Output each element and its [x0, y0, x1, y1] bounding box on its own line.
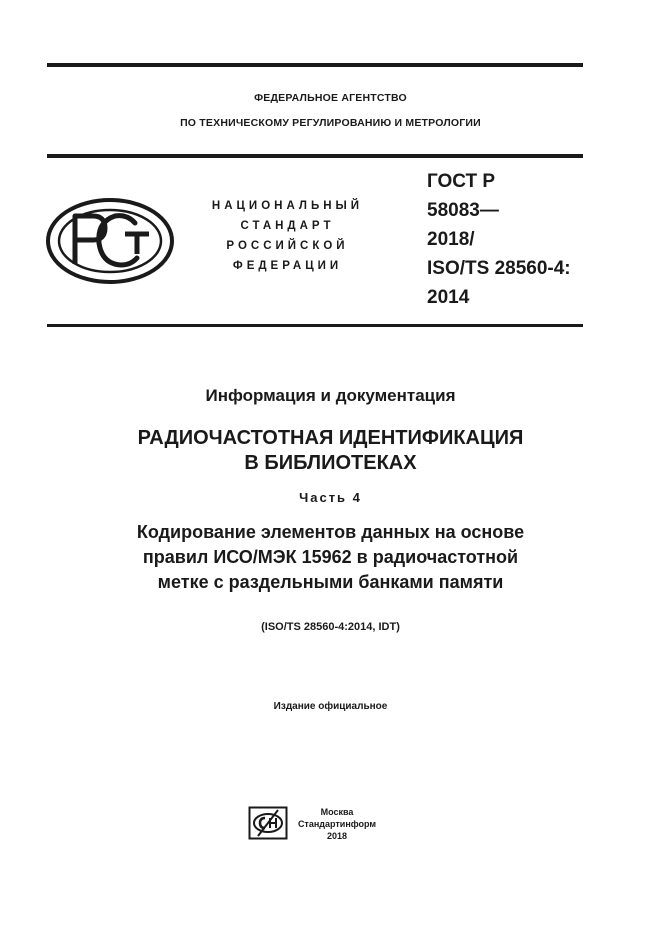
identity-note: (ISO/TS 28560-4:2014, IDT) — [261, 621, 400, 633]
designation-line: ГОСТ Р — [427, 171, 496, 192]
publisher-info — [292, 806, 382, 842]
subtitle — [0, 520, 661, 595]
subtitle-line: метке с раздельными банками памяти — [157, 572, 504, 592]
agency-line-1: ФЕДЕРАЛЬНОЕ АГЕНТСТВО — [254, 92, 407, 104]
publisher-name: Стандартинформ — [297, 819, 377, 829]
designation-line: ISO/TS 28560-4: — [427, 258, 571, 279]
section-rule — [47, 324, 583, 327]
rst-emblem-icon — [45, 198, 175, 284]
national-line: РОССИЙСКОЙ — [226, 240, 349, 252]
top-rule — [47, 63, 583, 67]
national-line: СТАНДАРТ — [240, 220, 335, 232]
national-line: НАЦИОНАЛЬНЫЙ — [211, 200, 364, 212]
main-title-line: В БИБЛИОТЕКАХ — [244, 452, 417, 474]
main-title — [0, 426, 661, 476]
main-title-line: РАДИОЧАСТОТНАЯ ИДЕНТИФИКАЦИЯ — [137, 427, 524, 449]
header-rule — [47, 154, 583, 158]
designation-line: 2014 — [427, 287, 470, 308]
designation-line: 2018/ — [427, 229, 475, 250]
designation-line: 58083— — [427, 200, 499, 221]
edition-label: Издание официальное — [273, 701, 388, 712]
publisher-city: Москва — [320, 807, 354, 817]
national-standard-label — [190, 196, 385, 276]
subtitle-line: правил ИСО/МЭК 15962 в радиочастотной — [142, 547, 519, 567]
part-label: Часть 4 — [299, 490, 362, 505]
national-line: ФЕДЕРАЦИИ — [232, 260, 343, 272]
standartinform-logo-icon — [248, 806, 288, 840]
agency-line-2: ПО ТЕХНИЧЕСКОМУ РЕГУЛИРОВАНИЮ И МЕТРОЛОГИИ — [180, 117, 481, 129]
info-heading: Информация и документация — [205, 386, 456, 405]
publisher-year: 2018 — [326, 831, 348, 841]
subtitle-line: Кодирование элементов данных на основе — [136, 522, 525, 542]
standard-designation — [427, 167, 597, 312]
